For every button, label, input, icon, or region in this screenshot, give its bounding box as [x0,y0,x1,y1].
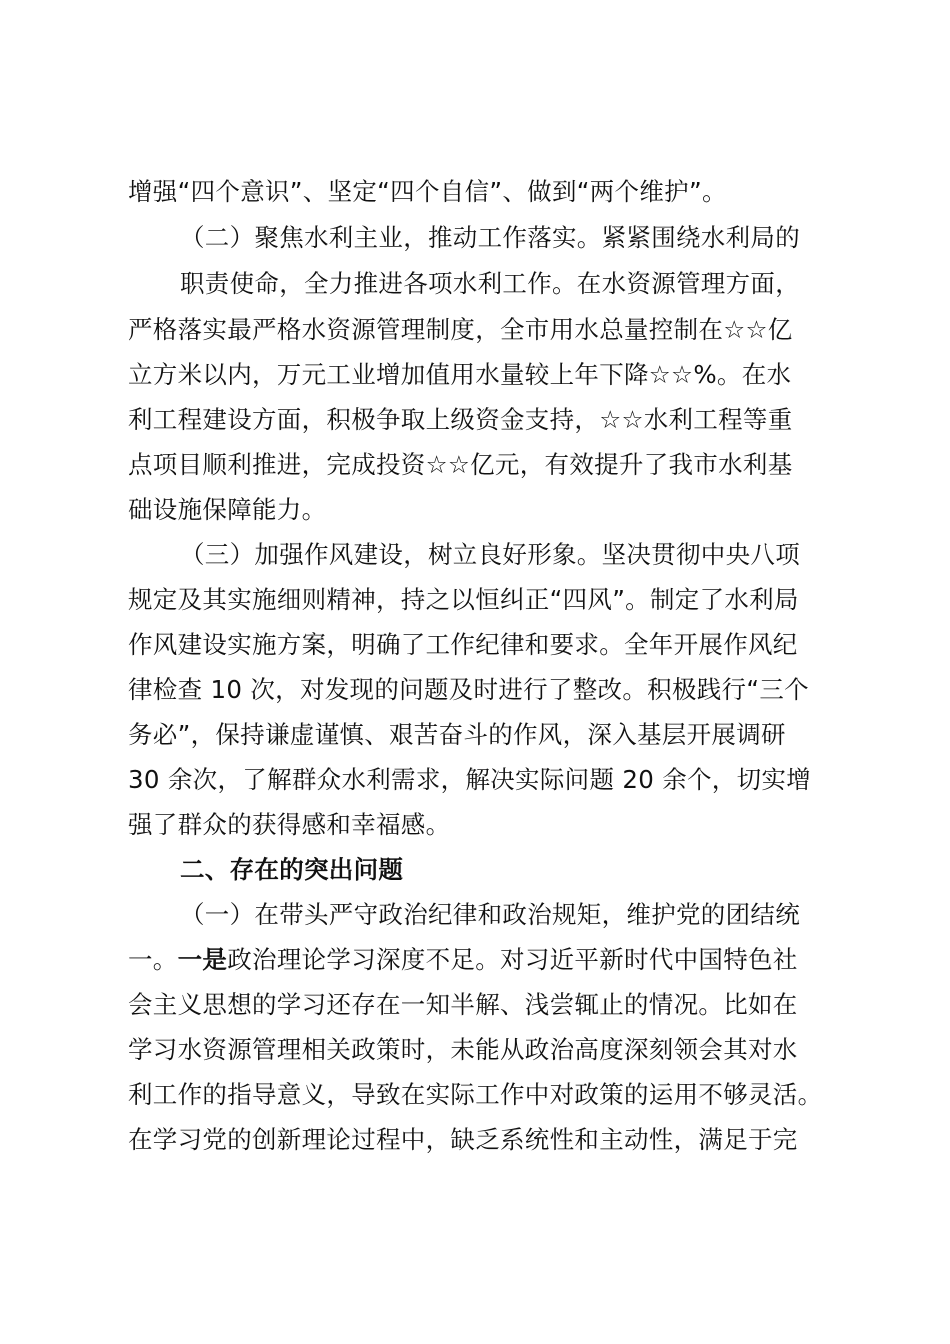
text-line-3: 职责使命，全力推进各项水利工作。在水资源管理方面， [180,269,800,298]
text-line-19: 会主义思想的学习还存在一知半解、浅尝辄止的情况。比如在 [128,990,798,1019]
text-line-12: 律检查 10 次，对发现的问题及时进行了整改。积极践行“三个 [128,675,809,704]
text-line-18 [128,944,798,976]
text-line-21: 利工作的指导意义，导致在实际工作中对政策的运用不够灵活。 [128,1080,823,1109]
text-line-20: 学习水资源管理相关政策时，未能从政治高度深刻领会其对水 [128,1035,798,1064]
text-line-14: 30 余次，了解群众水利需求，解决实际问题 20 余个，切实增 [128,765,812,794]
text-line-11: 作风建设实施方案，明确了工作纪律和要求。全年开展作风纪 [128,630,798,659]
text-line-18-start: 一。 [128,945,178,974]
text-line-8: 础设施保障能力。 [128,495,327,524]
text-line-22: 在学习党的创新理论过程中，缺乏系统性和主动性，满足于完 [128,1125,798,1154]
text-line-18-rest: 政治理论学习深度不足。对习近平新时代中国特色社 [227,945,798,974]
text-line-7: 点项目顺利推进，完成投资☆☆亿元，有效提升了我市水利基 [128,450,793,479]
text-line-10: 规定及其实施细则精神，持之以恒纠正“四风”。制定了水利局 [128,585,799,614]
text-line-9: （三）加强作风建设，树立良好形象。坚决贯彻中央八项 [180,540,800,569]
text-line-2: （二）聚焦水利主业，推动工作落实。紧紧围绕水利局的 [180,223,800,252]
text-line-13: 务必”，保持谦虚谨慎、艰苦奋斗的作风，深入基层开展调研 [128,720,786,749]
text-line-5: 立方米以内，万元工业增加值用水量较上年下降☆☆%。在水 [128,360,792,389]
text-line-4: 严格落实最严格水资源管理制度，全市用水总量控制在☆☆亿 [128,315,793,344]
text-line-17: （一）在带头严守政治纪律和政治规矩，维护党的团结统 [180,900,800,929]
emphasis-yi-shi: 一是 [177,945,228,974]
text-line-6: 利工程建设方面，积极争取上级资金支持，☆☆水利工程等重 [128,405,793,434]
section-heading: 二、存在的突出问题 [180,855,404,884]
text-line-15: 强了群众的获得感和幸福感。 [128,810,451,839]
text-line-1: 增强“四个意识”、坚定“四个自信”、做到“两个维护”。 [128,177,727,206]
